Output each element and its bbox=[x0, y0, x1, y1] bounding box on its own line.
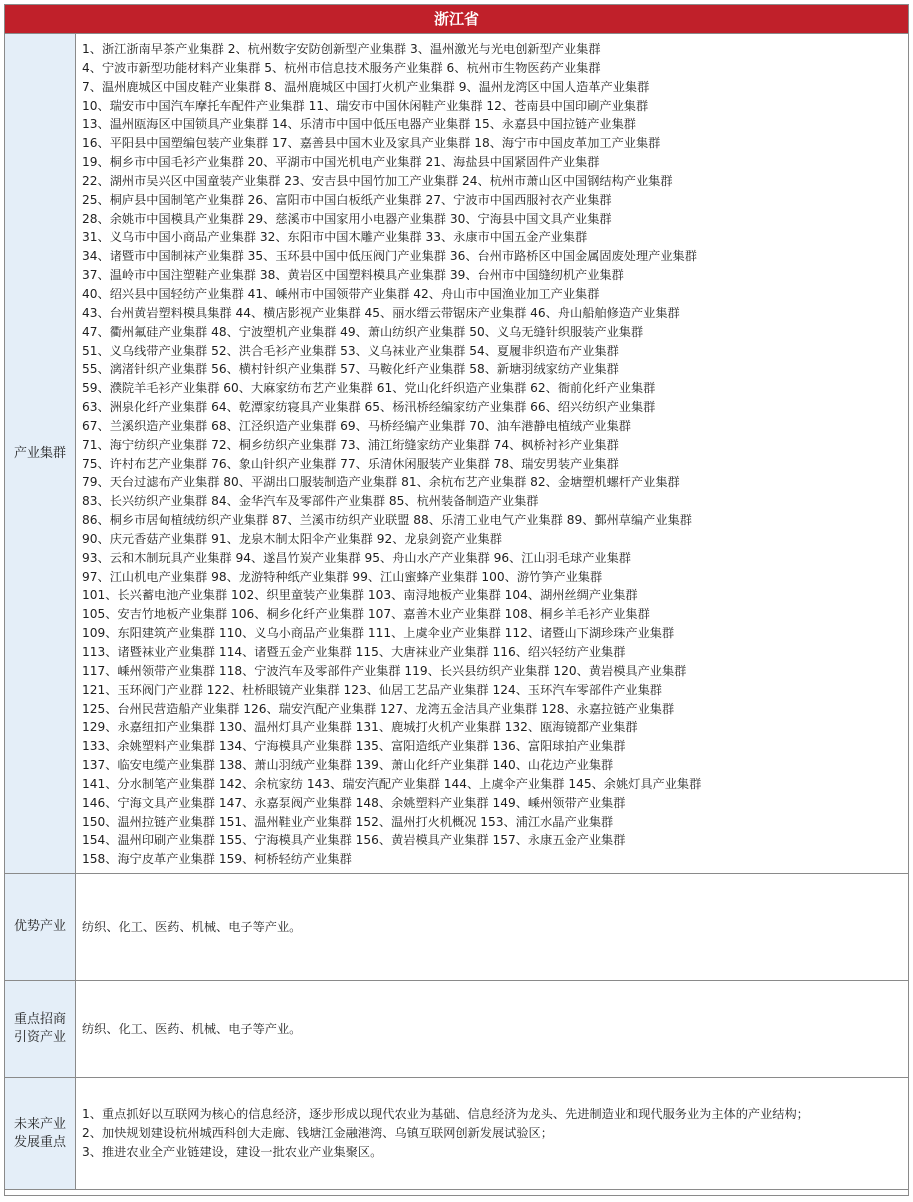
label-investment-line1: 重点招商 bbox=[13, 1012, 66, 1028]
future-item: 2、加快规划建设杭州城西科创大走廊、钱塘江金融港湾、乌镇互联网创新发展试验区； bbox=[82, 1126, 553, 1141]
cluster-line: 43、台州黄岩塑料模具集群 44、横店影视产业集群 45、丽水缙云带锯床产业集群 46、舟山船舶修造产业集群 bbox=[82, 305, 680, 320]
cluster-line: 83、长兴纺织产业集群 84、金华汽车及零部件产业集群 85、杭州装备制造产业集群 bbox=[82, 494, 539, 509]
cluster-line: 75、许村布艺产业集群 76、象山针织产业集群 77、乐清休闲服装产业集群 78、瑞安男装产业集群 bbox=[82, 456, 619, 471]
industry-table bbox=[5, 34, 908, 1190]
cluster-line: 121、玉环阀门产业群 122、杜桥眼镜产业集群 123、仙居工艺品产业集群 124、玉环汽车零部件产业集群 bbox=[82, 682, 662, 697]
cluster-line: 150、温州拉链产业集群 151、温州鞋业产业集群 152、温州打火机概况 153、浦江水晶产业集群 bbox=[82, 814, 614, 829]
province-table bbox=[4, 4, 909, 1196]
cluster-line: 63、洲泉化纤产业集群 64、乾潭家纺寝具产业集群 65、杨汛桥经编家纺产业集群 66、绍兴纺织产业集群 bbox=[82, 400, 656, 415]
cluster-line: 16、平阳县中国塑编包装产业集群 17、嘉善县中国木业及家具产业集群 18、海宁市中国皮革加工产业集群 bbox=[82, 136, 661, 151]
cluster-line: 40、绍兴县中国轻纺产业集群 41、嵊州市中国领带产业集群 42、舟山市中国渔业加工产业集群 bbox=[82, 286, 600, 301]
cluster-line: 158、海宁皮革产业集群 159、柯桥轻纺产业集群 bbox=[82, 852, 352, 867]
cluster-line: 101、长兴蓄电池产业集群 102、织里童装产业集群 103、南浔地板产业集群 104、湖州丝绸产业集群 bbox=[82, 588, 638, 603]
row-investment-industry bbox=[5, 981, 908, 1078]
cluster-line: 10、瑞安市中国汽车摩托车配件产业集群 11、瑞安市中国休闲鞋产业集群 12、苍南县中国印刷产业集群 bbox=[82, 98, 649, 113]
cluster-line: 71、海宁纺织产业集群 72、桐乡纺织产业集群 73、浦江绗缝家纺产业集群 74、枫桥衬衫产业集群 bbox=[82, 437, 619, 452]
cluster-line: 55、漓渚针织产业集群 56、横村针织产业集群 57、马鞍化纤产业集群 58、新塘羽绒家纺产业集群 bbox=[82, 362, 619, 377]
label-industry-clusters-text: 产业集群 bbox=[13, 445, 66, 461]
cluster-line: 59、濮院羊毛衫产业集群 60、大麻家纺布艺产业集群 61、党山化纤织造产业集群 62、衙前化纤产业集群 bbox=[82, 381, 656, 396]
cluster-line: 129、永嘉纽扣产业集群 130、温州灯具产业集群 131、鹿城打火机产业集群 132、瓯海镜都产业集群 bbox=[82, 720, 638, 735]
cluster-line: 37、温岭市中国注塑鞋产业集群 38、黄岩区中国塑料模具产业集群 39、台州市中国缝纫机产业集群 bbox=[82, 268, 624, 283]
future-item: 1、重点抓好以互联网为核心的信息经济，逐步形成以现代农业为基础、信息经济为龙头、先进制造业和现代服务业为主体的产业结构； bbox=[82, 1107, 809, 1122]
label-advantage-industry-text: 优势产业 bbox=[13, 919, 66, 935]
cluster-line: 125、台州民营造船产业集群 126、瑞安汽配产业集群 127、龙湾五金洁具产业集群 128、永嘉拉链产业集群 bbox=[82, 701, 675, 716]
cluster-line: 105、安吉竹地板产业集群 106、桐乡化纤产业集群 107、嘉善木业产业集群 108、桐乡羊毛衫产业集群 bbox=[82, 607, 650, 622]
cluster-line: 113、诸暨袜业产业集群 114、诸暨五金产业集群 115、大唐袜业产业集群 116、绍兴轻纺产业集群 bbox=[82, 645, 626, 659]
cluster-line: 47、衢州氟硅产业集群 48、宁波塑机产业集群 49、萧山纺织产业集群 50、义乌无缝针织服装产业集群 bbox=[82, 324, 644, 339]
cluster-line: 133、余姚塑料产业集群 134、宁海模具产业集群 135、富阳造纸产业集群 136、富阳球拍产业集群 bbox=[82, 739, 626, 754]
cluster-line: 31、义乌市中国小商品产业集群 32、东阳市中国木雕产业集群 33、永康市中国五金产业集群 bbox=[82, 230, 588, 245]
cluster-line: 34、诸暨市中国制袜产业集群 35、玉环县中国中低压阀门产业集群 36、台州市路桥区中国金属固废处理产业集群 bbox=[82, 249, 697, 264]
future-focus-list bbox=[76, 1099, 908, 1168]
cell-future-focus bbox=[76, 1078, 909, 1190]
cluster-line: 79、天台过滤布产业集群 80、平湖出口服装制造产业集群 81、余杭布艺产业集群 82、金塘塑机螺杆产业集群 bbox=[82, 475, 680, 490]
cell-advantage-industry bbox=[76, 874, 909, 981]
cluster-line: 22、湖州市吴兴区中国童装产业集群 23、安吉县中国竹加工产业集群 24、杭州市萧山区中国钢结构产业集群 bbox=[82, 173, 673, 188]
cluster-line: 93、云和木制玩具产业集群 94、遂昌竹炭产业集群 95、舟山水产产业集群 96、江山羽毛球产业集群 bbox=[82, 550, 631, 565]
cluster-line: 51、义乌线带产业集群 52、洪合毛衫产业集群 53、义乌袜业产业集群 54、夏履非织造布产业集群 bbox=[82, 343, 619, 358]
cluster-line: 1、浙江浙南早茶产业集群 2、杭州数字安防创新型产业集群 3、温州激光与光电创新型产业集群 bbox=[82, 42, 601, 56]
future-item: 3、推进农业全产业链建设，建设一批农业产业集聚区。 bbox=[82, 1145, 383, 1160]
label-future-focus bbox=[5, 1078, 76, 1190]
cluster-line: 97、江山机电产业集群 98、龙游特种纸产业集群 99、江山蜜蜂产业集群 100、游竹笋产业集群 bbox=[82, 569, 603, 584]
label-advantage-industry bbox=[5, 874, 76, 981]
cluster-line: 19、桐乡市中国毛衫产业集群 20、平湖市中国光机电产业集群 21、海盐县中国紧固件产业集群 bbox=[82, 155, 600, 170]
row-future-focus bbox=[5, 1078, 908, 1190]
cluster-line: 86、桐乡市居甸植绒纺织产业集群 87、兰溪市纺织产业联盟 88、乐清工业电气产业集群 89、鄞州草编产业集群 bbox=[82, 513, 692, 528]
cluster-line: 137、临安电缆产业集群 138、萧山羽绒产业集群 139、萧山化纤产业集群 140、山花边产业集群 bbox=[82, 758, 614, 773]
cell-investment-industry bbox=[76, 981, 909, 1078]
cluster-line: 154、温州印刷产业集群 155、宁海模具产业集群 156、黄岩模具产业集群 157、永康五金产业集群 bbox=[82, 833, 626, 848]
cluster-line: 7、温州鹿城区中国皮鞋产业集群 8、温州鹿城区中国打火机产业集群 9、温州龙湾区中国人造革产业集群 bbox=[82, 79, 650, 94]
cluster-line: 90、庆元香菇产业集群 91、龙泉木制太阳伞产业集群 92、龙泉剑瓷产业集群 bbox=[82, 531, 502, 546]
label-industry-clusters bbox=[5, 34, 76, 874]
label-investment-line2: 引资产业 bbox=[13, 1030, 66, 1046]
cluster-list bbox=[76, 34, 908, 873]
cluster-line: 146、宁海文具产业集群 147、永嘉泵阀产业集群 148、余姚塑料产业集群 149、嵊州领带产业集群 bbox=[82, 795, 626, 810]
cluster-line: 141、分水制笔产业集群 142、余杭家纺 143、瑞安汽配产业集群 144、上虞伞产业集群 145、余姚灯具产业集群 bbox=[82, 776, 702, 791]
row-advantage-industry bbox=[5, 874, 908, 981]
cluster-line: 28、余姚市中国模具产业集群 29、慈溪市中国家用小电器产业集群 30、宁海县中国文具产业集群 bbox=[82, 211, 612, 226]
investment-industry-text: 纺织、化工、医药、机械、电子等产业。 bbox=[82, 1022, 302, 1037]
cluster-line: 67、兰溪织造产业集群 68、江泾织造产业集群 69、马桥经编产业集群 70、油车港静电植绒产业集群 bbox=[82, 418, 631, 433]
cluster-line: 13、温州瓯海区中国锁具产业集群 14、乐清市中国中低压电器产业集群 15、永嘉县中国拉链产业集群 bbox=[82, 117, 636, 132]
row-industry-clusters bbox=[5, 34, 908, 874]
province-title: 浙江省 bbox=[5, 5, 908, 34]
label-future-line1: 未来产业 bbox=[13, 1116, 66, 1132]
cluster-line: 25、桐庐县中国制笔产业集群 26、富阳市中国白板纸产业集群 27、宁波市中国西服衬衣产业集群 bbox=[82, 192, 612, 207]
advantage-industry-text: 纺织、化工、医药、机械、电子等产业。 bbox=[82, 920, 302, 935]
cluster-line: 117、嵊州领带产业集群 118、宁波汽车及零部件产业集群 119、长兴县纺织产业集群 120、黄岩模具产业集群 bbox=[82, 663, 687, 678]
cluster-line: 109、东阳建筑产业集群 110、义乌小商品产业集群 111、上虞伞业产业集群 112、诸暨山下湖珍珠产业集群 bbox=[82, 626, 675, 641]
cluster-line: 4、宁波市新型功能材料产业集群 5、杭州市信息技术服务产业集群 6、杭州市生物医药产业集群 bbox=[82, 60, 601, 75]
label-future-line2: 发展重点 bbox=[13, 1134, 66, 1150]
label-investment-industry bbox=[5, 981, 76, 1078]
cell-industry-clusters bbox=[76, 34, 909, 874]
